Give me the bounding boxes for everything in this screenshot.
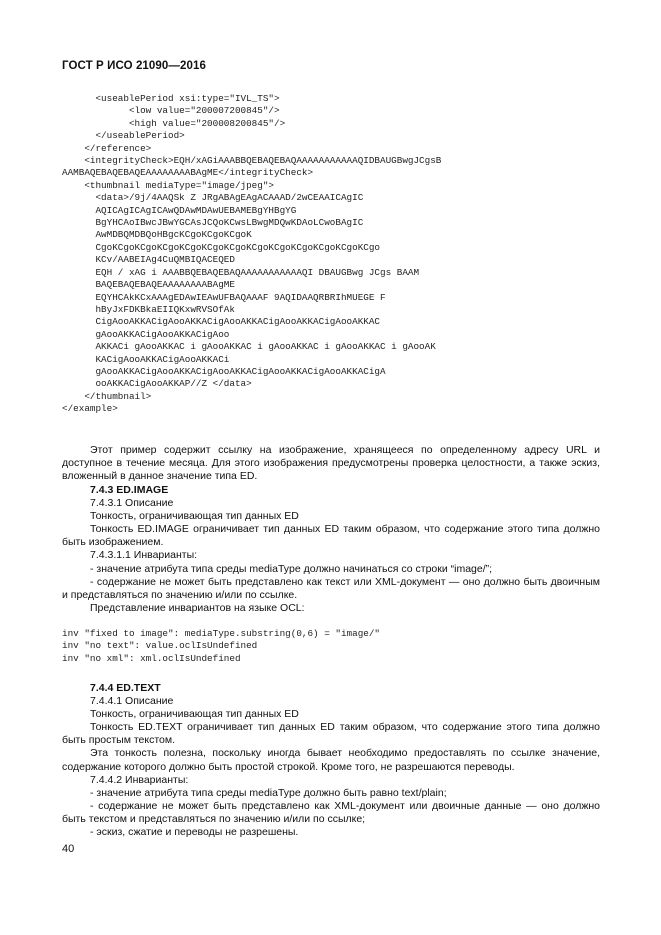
- section-7-4-3: [62, 484, 600, 615]
- code-line: EQYHCAkKCxAAAgEDAwIEAwUFBAQAAAF 9AQIDAAQRBRIhMUEGE F: [95, 291, 386, 303]
- paragraph-example-description: [62, 444, 600, 483]
- code-line: </useablePeriod>: [95, 130, 185, 142]
- code-line: BAQEBAQEBAQEAAAAAAAABAgME: [95, 279, 235, 291]
- code-line: inv "no text": value.oclIsUndefined: [62, 640, 258, 652]
- code-line: CgoKCgoKCgoKCgoKCgoKCgoKCgoKCgoKCgoKCgoKCgoKCgoKCgo: [95, 241, 381, 253]
- code-line: AKKACi gAooAKKAC i gAooAKKAC i gAooAKKAC i gAooAKKAC i gAooAK: [95, 341, 436, 353]
- invariant-list-item: - значение атрибута типа среды mediaType должно начинаться со строки “image/”;: [90, 562, 493, 575]
- code-line: BgYHCAoIBwcJBwYGCAsJCQoKCwsLBwgMDQwKDAoLCwoBAgIC: [95, 217, 364, 229]
- invariant-list-item: - содержание не может быть представлено как текст или XML-документ — оно должно быть двоичным и представляться по значению и/или по ссылке.: [62, 575, 600, 601]
- ocl-code-block: [62, 628, 380, 665]
- code-line: </example>: [62, 403, 118, 415]
- page-number: 40: [62, 843, 75, 855]
- description-text: Тонкость ED.TEXT ограничивает тип данных ED таким образом, что содержание этого типа должно быть простым текстом.: [62, 721, 600, 747]
- description-text: Эта тонкость полезна, поскольку иногда бывает необходимо предоставлять по ссылке значение, содержание которого должно быть простой строкой. Кроме того, не разрешаются переводы.: [62, 747, 600, 773]
- code-line: <data>/9j/4AAQSk Z JRgABAgEAgACAAAD/2wCEAAICAgIC: [95, 192, 364, 204]
- document-header-title: ГОСТ Р ИСО 21090—2016: [62, 60, 207, 72]
- code-line: KCv/AABEIAg4CuQMBIQACEQED: [95, 254, 235, 266]
- code-line: CigAooAKKACigAooAKKACigAooAKKACigAooAKKACigAooAKKAC: [95, 316, 381, 328]
- description-text: Тонкость, ограничивающая тип данных ED: [90, 510, 299, 523]
- description-text: Тонкость ED.IMAGE ограничивает тип данных ED таким образом, что содержание этого типа должно быть изображением.: [62, 523, 600, 549]
- code-line: AQICAgICAgICAwQDAwMDAwUEBAMEBgYHBgYG: [95, 204, 297, 216]
- subsection-heading-description: 7.4.4.1 Описание: [90, 695, 174, 708]
- code-line: AAMBAQEBAQEBAQEAAAAAAAABAgME</integrityCheck>: [62, 167, 314, 179]
- invariant-list-item: - содержание не может быть представлено как XML-документ или двоичные данные — оно должно быть текстом и представляться по значению и/или по ссылке;: [62, 799, 600, 825]
- code-line: <thumbnail mediaType="image/jpeg">: [84, 179, 275, 191]
- code-line: EQH / xAG i AAABBQEBAQEBAQAAAAAAAAAAAQI DBAUGBwg JCgs BAAM: [95, 266, 420, 278]
- ocl-intro-text: Представление инвариантов на языке OCL:: [90, 601, 305, 614]
- code-line: </thumbnail>: [84, 390, 152, 402]
- code-line: hByJxFDKBkaEIIQKxwRVSOfAk: [95, 303, 235, 315]
- code-line: ooAKKACigAooAKKAP//Z </data>: [95, 378, 252, 390]
- description-text: Тонкость, ограничивающая тип данных ED: [90, 708, 299, 721]
- code-line: <useablePeriod xsi:type="IVL_TS">: [95, 93, 280, 104]
- section-heading-ed-text: 7.4.4 ED.TEXT: [90, 682, 161, 694]
- code-line: <high value="200008200845"/>: [128, 117, 286, 129]
- subsection-heading-invariants: 7.4.4.2 Инварианты:: [90, 773, 189, 786]
- xml-example-code-block: [62, 93, 441, 416]
- subsection-heading-description: 7.4.3.1 Описание: [90, 497, 174, 510]
- invariant-list-item: - значение атрибута типа среды mediaType должно быть равно text/plain;: [90, 786, 447, 799]
- subsection-heading-invariants: 7.4.3.1.1 Инварианты:: [90, 549, 198, 562]
- code-line: KACigAooAKKACigAooAKKACi: [95, 353, 230, 365]
- code-line: <low value="200007200845"/>: [128, 105, 280, 117]
- code-line: inv "fixed to image": mediaType.substring(0,6) = "image/": [62, 628, 381, 639]
- code-line: gAooAKKACigAooAKKACigAooAKKACigAooAKKACigAooAKKACigA: [95, 365, 386, 377]
- code-line: inv "no xml": xml.oclIsUndefined: [62, 652, 241, 664]
- example-description-text: Этот пример содержит ссылку на изображение, хранящееся по определенному адресу URL и доступное в течение месяца. Для этого изображения предусмотрены проверка целостности, а также эскиз, вложенный в данное значение типа ED.: [62, 444, 600, 483]
- code-line: gAooAKKACigAooAKKACigAoo: [95, 328, 230, 340]
- code-line: </reference>: [84, 142, 152, 154]
- invariant-list-item: - эскиз, сжатие и переводы не разрешены.: [90, 826, 299, 839]
- code-line: AwMDBQMDBQoHBgcKCgoKCgoKCgoK: [95, 229, 252, 241]
- code-line: <integrityCheck>EQH/xAGiAAABBQEBAQEBAQAAAAAAAAAAAQIDBAUGBwgJCgsB: [84, 155, 442, 167]
- section-heading-ed-image: 7.4.3 ED.IMAGE: [90, 484, 169, 496]
- section-7-4-4: [62, 682, 600, 839]
